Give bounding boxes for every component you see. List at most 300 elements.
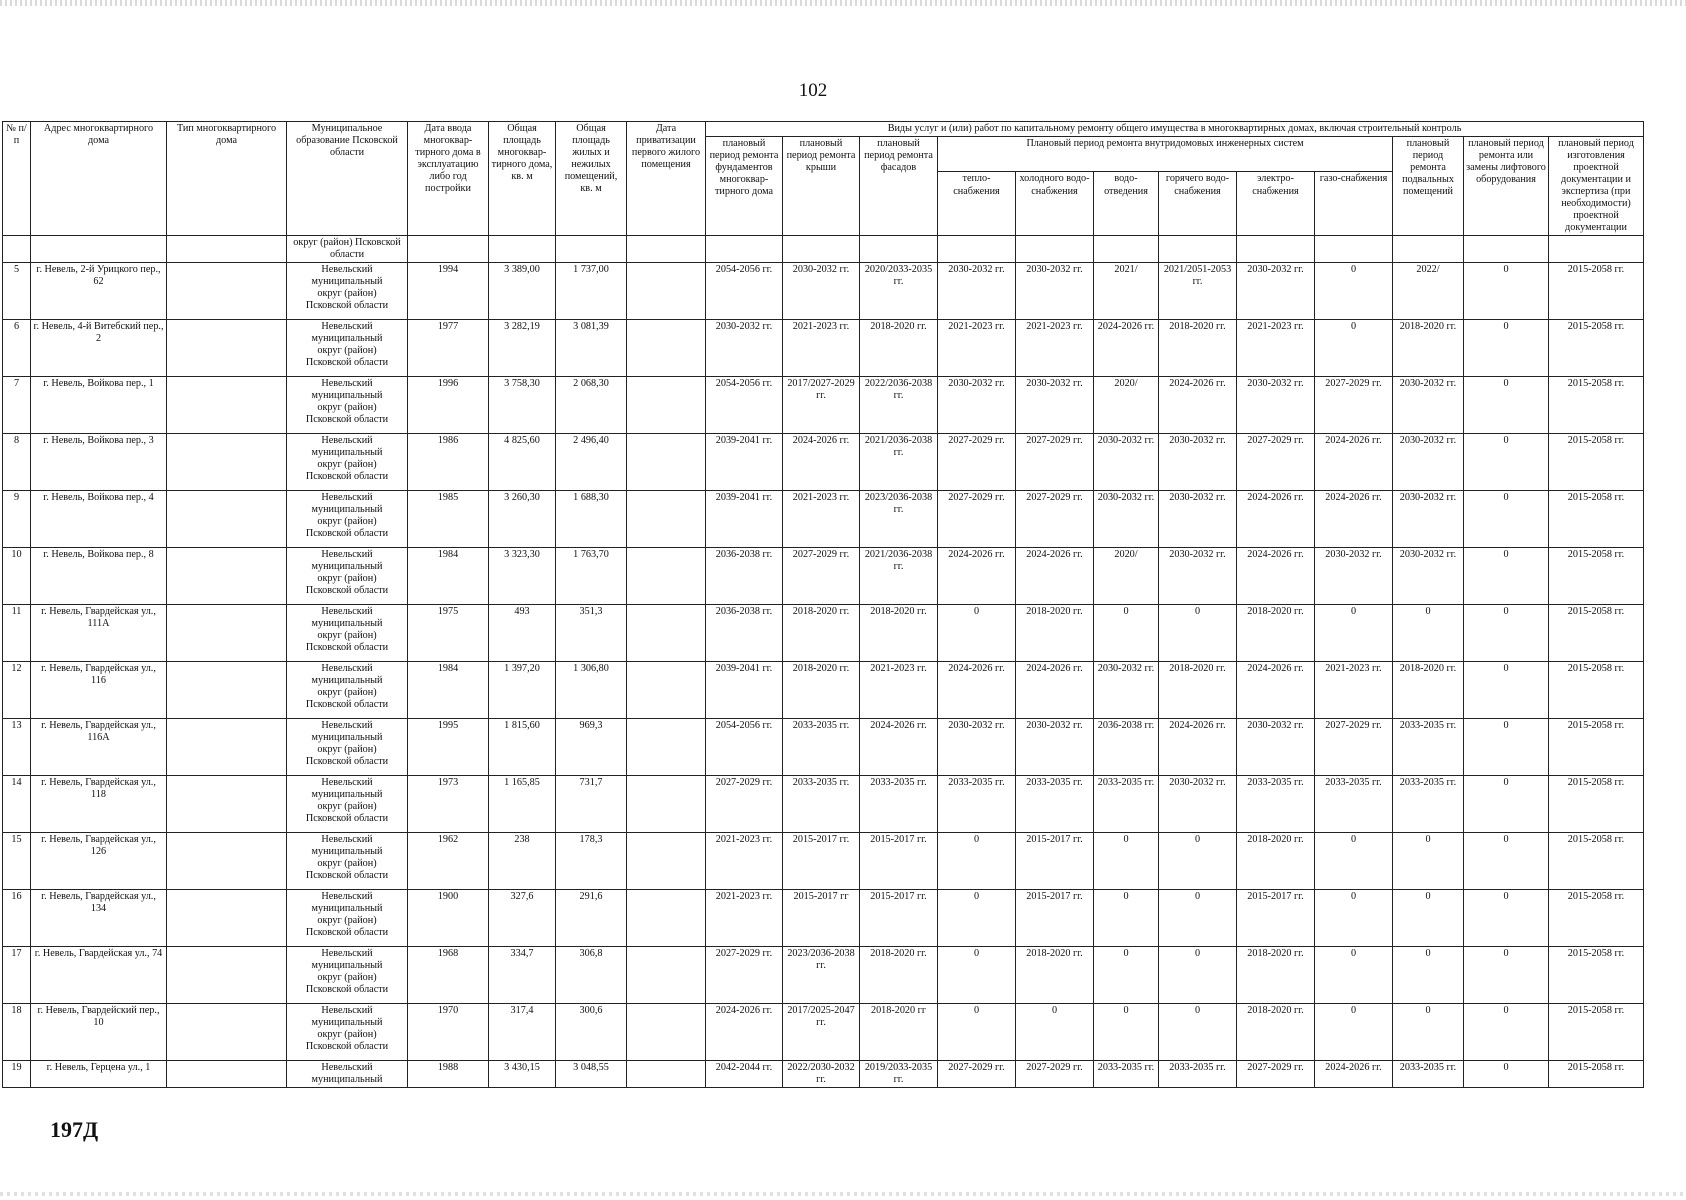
total-area-cell: 3 389,00 bbox=[489, 263, 556, 320]
row-number: 19 bbox=[3, 1061, 31, 1088]
table-row bbox=[3, 833, 1644, 890]
facade-cell: 2021-2023 гг. bbox=[860, 662, 938, 719]
type-cell bbox=[167, 491, 287, 548]
foundation-cell: 2027-2029 гг. bbox=[706, 776, 783, 833]
row-number: 7 bbox=[3, 377, 31, 434]
privatization-cell bbox=[627, 434, 706, 491]
header-elevator: плановый период ремонта или замены лифтового оборудования bbox=[1464, 137, 1549, 236]
facade-cell: 2020/2033-2035 гг. bbox=[860, 263, 938, 320]
design-docs-cell: 2015-2058 гг. bbox=[1549, 263, 1644, 320]
basement-cell: 0 bbox=[1393, 890, 1464, 947]
municipality-line: Псковской области bbox=[305, 699, 389, 711]
facade-cell: 2018-2020 гг. bbox=[860, 947, 938, 1004]
hot-water-cell: 0 bbox=[1159, 890, 1237, 947]
type-cell bbox=[167, 377, 287, 434]
electric-cell: 2021-2023 гг. bbox=[1237, 320, 1315, 377]
roof-cell: 2024-2026 гг. bbox=[783, 434, 860, 491]
gas-cell: 0 bbox=[1315, 605, 1393, 662]
municipality-line: округ (район) bbox=[317, 402, 377, 414]
privatization-cell bbox=[627, 1061, 706, 1088]
design-docs-cell: 2015-2058 гг. bbox=[1549, 776, 1644, 833]
sewer-cell: 0 bbox=[1094, 947, 1159, 1004]
basement-cell: 2030-2032 гг. bbox=[1393, 377, 1464, 434]
address-cell: г. Невель, 4-й Витебский пер., 2 bbox=[31, 320, 167, 377]
design-docs-cell: 2015-2058 гг. bbox=[1549, 1004, 1644, 1061]
type-cell bbox=[167, 890, 287, 947]
heat-cell: 2033-2035 гг. bbox=[938, 776, 1016, 833]
year-cell: 1996 bbox=[408, 377, 489, 434]
table-cell bbox=[1094, 236, 1159, 263]
type-cell bbox=[167, 1004, 287, 1061]
elevator-cell: 0 bbox=[1464, 662, 1549, 719]
electric-cell: 2024-2026 гг. bbox=[1237, 548, 1315, 605]
gas-cell: 2027-2029 гг. bbox=[1315, 377, 1393, 434]
heat-cell: 2024-2026 гг. bbox=[938, 548, 1016, 605]
continuation-municipality: округ (район) Псковской области bbox=[287, 236, 408, 263]
hot-water-cell: 2030-2032 гг. bbox=[1159, 434, 1237, 491]
table-body bbox=[3, 236, 1644, 1088]
header-total-area: Общая площадь многоквар-тирного дома, кв. м bbox=[489, 122, 556, 236]
municipality-line: муниципальный bbox=[311, 333, 383, 345]
municipality-line: Псковской области bbox=[305, 585, 389, 597]
municipality-line: муниципальный bbox=[311, 903, 383, 915]
hot-water-cell: 0 bbox=[1159, 605, 1237, 662]
facade-cell: 2024-2026 гг. bbox=[860, 719, 938, 776]
living-area-cell: 1 306,80 bbox=[556, 662, 627, 719]
basement-cell: 2033-2035 гг. bbox=[1393, 719, 1464, 776]
facade-cell: 2021/2036-2038 гг. bbox=[860, 434, 938, 491]
foundation-cell: 2054-2056 гг. bbox=[706, 263, 783, 320]
sewer-cell: 0 bbox=[1094, 833, 1159, 890]
table-cell bbox=[1159, 236, 1237, 263]
table-row bbox=[3, 662, 1644, 719]
total-area-cell: 493 bbox=[489, 605, 556, 662]
table-cell bbox=[627, 236, 706, 263]
table-row bbox=[3, 1004, 1644, 1061]
basement-cell: 2022/ bbox=[1393, 263, 1464, 320]
row-number: 15 bbox=[3, 833, 31, 890]
municipality-line: Псковской области bbox=[305, 756, 389, 768]
cold-water-cell: 2030-2032 гг. bbox=[1016, 377, 1094, 434]
municipality-line: округ (район) bbox=[317, 858, 377, 870]
roof-cell: 2018-2020 гг. bbox=[783, 662, 860, 719]
sewer-cell: 2020/ bbox=[1094, 377, 1159, 434]
hot-water-cell: 2018-2020 гг. bbox=[1159, 320, 1237, 377]
basement-cell: 2033-2035 гг. bbox=[1393, 1061, 1464, 1088]
year-cell: 1984 bbox=[408, 662, 489, 719]
year-cell: 1995 bbox=[408, 719, 489, 776]
total-area-cell: 317,4 bbox=[489, 1004, 556, 1061]
row-number: 11 bbox=[3, 605, 31, 662]
cold-water-cell: 2027-2029 гг. bbox=[1016, 1061, 1094, 1088]
heat-cell: 0 bbox=[938, 1004, 1016, 1061]
header-works-group: Виды услуг и (или) работ по капитальному ремонту общего имущества в многоквартирных домах, включая строительный контроль bbox=[706, 122, 1644, 137]
roof-cell: 2023/2036-2038 гг. bbox=[783, 947, 860, 1004]
design-docs-cell: 2015-2058 гг. bbox=[1549, 947, 1644, 1004]
gas-cell: 2027-2029 гг. bbox=[1315, 719, 1393, 776]
roof-cell: 2033-2035 гг. bbox=[783, 776, 860, 833]
hot-water-cell: 2021/2051-2053 гг. bbox=[1159, 263, 1237, 320]
living-area-cell: 969,3 bbox=[556, 719, 627, 776]
table-cell bbox=[1315, 236, 1393, 263]
hot-water-cell: 0 bbox=[1159, 947, 1237, 1004]
municipality-line: муниципальный bbox=[311, 276, 383, 288]
design-docs-cell: 2015-2058 гг. bbox=[1549, 1061, 1644, 1088]
table-row bbox=[3, 491, 1644, 548]
header-basement: плановый период ремонта подвальных помещений bbox=[1393, 137, 1464, 236]
design-docs-cell: 2015-2058 гг. bbox=[1549, 890, 1644, 947]
design-docs-cell: 2015-2058 гг. bbox=[1549, 605, 1644, 662]
municipality-line: муниципальный bbox=[311, 561, 383, 573]
table-row bbox=[3, 776, 1644, 833]
municipality-line: округ (район) bbox=[317, 687, 377, 699]
table-cell bbox=[3, 236, 31, 263]
elevator-cell: 0 bbox=[1464, 491, 1549, 548]
basement-cell: 2030-2032 гг. bbox=[1393, 434, 1464, 491]
municipality-line: муниципальный bbox=[311, 732, 383, 744]
row-number: 12 bbox=[3, 662, 31, 719]
heat-cell: 0 bbox=[938, 833, 1016, 890]
address-cell: г. Невель, Гвардейская ул., 126 bbox=[31, 833, 167, 890]
municipality-line: муниципальный bbox=[311, 390, 383, 402]
foundation-cell: 2039-2041 гг. bbox=[706, 434, 783, 491]
living-area-cell: 731,7 bbox=[556, 776, 627, 833]
electric-cell: 2027-2029 гг. bbox=[1237, 434, 1315, 491]
municipality-line: муниципальный bbox=[311, 1074, 383, 1086]
gas-cell: 0 bbox=[1315, 890, 1393, 947]
header-privatization: Дата приватизации первого жилого помещения bbox=[627, 122, 706, 236]
table-cell bbox=[1393, 236, 1464, 263]
table-row bbox=[3, 377, 1644, 434]
address-cell: г. Невель, Гвардейская ул., 134 bbox=[31, 890, 167, 947]
municipality-line: Псковской области bbox=[305, 357, 389, 369]
facade-cell: 2021/2036-2038 гг. bbox=[860, 548, 938, 605]
heat-cell: 2030-2032 гг. bbox=[938, 377, 1016, 434]
living-area-cell: 178,3 bbox=[556, 833, 627, 890]
hot-water-cell: 2018-2020 гг. bbox=[1159, 662, 1237, 719]
electric-cell: 2018-2020 гг. bbox=[1237, 605, 1315, 662]
elevator-cell: 0 bbox=[1464, 1061, 1549, 1088]
gas-cell: 0 bbox=[1315, 1004, 1393, 1061]
sewer-cell: 0 bbox=[1094, 890, 1159, 947]
document-code: 197Д bbox=[50, 1117, 99, 1142]
elevator-cell: 0 bbox=[1464, 434, 1549, 491]
foundation-cell: 2036-2038 гг. bbox=[706, 605, 783, 662]
living-area-cell: 2 496,40 bbox=[556, 434, 627, 491]
privatization-cell bbox=[627, 320, 706, 377]
cold-water-cell: 2018-2020 гг. bbox=[1016, 605, 1094, 662]
municipality-line: Псковской области bbox=[305, 528, 389, 540]
address-cell: г. Невель, Войкова пер., 4 bbox=[31, 491, 167, 548]
privatization-cell bbox=[627, 947, 706, 1004]
municipality-cell bbox=[287, 548, 408, 605]
year-cell: 1968 bbox=[408, 947, 489, 1004]
municipality-line: Псковской области bbox=[305, 414, 389, 426]
continuation-row bbox=[3, 236, 1644, 263]
municipality-line: Псковской области bbox=[305, 1041, 389, 1053]
row-number: 13 bbox=[3, 719, 31, 776]
address-cell: г. Невель, Герцена ул., 1 bbox=[31, 1061, 167, 1088]
privatization-cell bbox=[627, 833, 706, 890]
municipality-line: Невельский bbox=[321, 264, 373, 276]
roof-cell: 2015-2017 гг bbox=[783, 890, 860, 947]
basement-cell: 2033-2035 гг. bbox=[1393, 776, 1464, 833]
municipality-line: Псковской области bbox=[305, 984, 389, 996]
total-area-cell: 1 165,85 bbox=[489, 776, 556, 833]
municipality-line: Невельский bbox=[321, 891, 373, 903]
basement-cell: 0 bbox=[1393, 1004, 1464, 1061]
row-number: 5 bbox=[3, 263, 31, 320]
municipality-line: муниципальный bbox=[311, 504, 383, 516]
municipality-line: Невельский bbox=[321, 834, 373, 846]
municipality-line: Невельский bbox=[321, 1005, 373, 1017]
roof-cell: 2017/2025-2047 гг. bbox=[783, 1004, 860, 1061]
municipality-line: Невельский bbox=[321, 777, 373, 789]
total-area-cell: 1 397,20 bbox=[489, 662, 556, 719]
total-area-cell: 3 260,30 bbox=[489, 491, 556, 548]
foundation-cell: 2021-2023 гг. bbox=[706, 833, 783, 890]
elevator-cell: 0 bbox=[1464, 890, 1549, 947]
year-cell: 1988 bbox=[408, 1061, 489, 1088]
living-area-cell: 300,6 bbox=[556, 1004, 627, 1061]
elevator-cell: 0 bbox=[1464, 776, 1549, 833]
design-docs-cell: 2015-2058 гг. bbox=[1549, 662, 1644, 719]
electric-cell: 2018-2020 гг. bbox=[1237, 833, 1315, 890]
header-num: № п/п bbox=[3, 122, 31, 236]
table-cell bbox=[706, 236, 783, 263]
sewer-cell: 2030-2032 гг. bbox=[1094, 434, 1159, 491]
header-living-area: Общая площадь жилых и нежилых помещений, кв. м bbox=[556, 122, 627, 236]
basement-cell: 2018-2020 гг. bbox=[1393, 320, 1464, 377]
electric-cell: 2018-2020 гг. bbox=[1237, 1004, 1315, 1061]
address-cell: г. Невель, Гвардейский пер., 10 bbox=[31, 1004, 167, 1061]
municipality-cell bbox=[287, 320, 408, 377]
municipality-line: округ (район) bbox=[317, 744, 377, 756]
table-row bbox=[3, 1061, 1644, 1088]
total-area-cell: 3 758,30 bbox=[489, 377, 556, 434]
address-cell: г. Невель, Войкова пер., 3 bbox=[31, 434, 167, 491]
municipality-line: муниципальный bbox=[311, 1017, 383, 1029]
design-docs-cell: 2015-2058 гг. bbox=[1549, 434, 1644, 491]
electric-cell: 2027-2029 гг. bbox=[1237, 1061, 1315, 1088]
privatization-cell bbox=[627, 548, 706, 605]
municipality-line: муниципальный bbox=[311, 846, 383, 858]
address-cell: г. Невель, Гвардейская ул., 118 bbox=[31, 776, 167, 833]
roof-cell: 2030-2032 гг. bbox=[783, 263, 860, 320]
facade-cell: 2018-2020 гг. bbox=[860, 320, 938, 377]
municipality-line: Псковской области bbox=[305, 642, 389, 654]
scan-edge-top bbox=[0, 0, 1686, 6]
year-cell: 1970 bbox=[408, 1004, 489, 1061]
municipality-line: округ (район) bbox=[317, 1029, 377, 1041]
table-cell bbox=[167, 236, 287, 263]
table-cell bbox=[783, 236, 860, 263]
basement-cell: 2018-2020 гг. bbox=[1393, 662, 1464, 719]
foundation-cell: 2039-2041 гг. bbox=[706, 662, 783, 719]
municipality-cell bbox=[287, 377, 408, 434]
municipality-line: муниципальный bbox=[311, 447, 383, 459]
table-row bbox=[3, 947, 1644, 1004]
living-area-cell: 306,8 bbox=[556, 947, 627, 1004]
municipality-line: округ (район) bbox=[317, 630, 377, 642]
row-number: 16 bbox=[3, 890, 31, 947]
year-cell: 1975 bbox=[408, 605, 489, 662]
type-cell bbox=[167, 263, 287, 320]
table-row bbox=[3, 263, 1644, 320]
sewer-cell: 0 bbox=[1094, 1004, 1159, 1061]
year-cell: 1962 bbox=[408, 833, 489, 890]
facade-cell: 2022/2036-2038 гг. bbox=[860, 377, 938, 434]
municipality-line: округ (район) bbox=[317, 459, 377, 471]
privatization-cell bbox=[627, 890, 706, 947]
municipality-cell bbox=[287, 719, 408, 776]
foundation-cell: 2024-2026 гг. bbox=[706, 1004, 783, 1061]
municipality-line: округ (район) bbox=[317, 801, 377, 813]
privatization-cell bbox=[627, 719, 706, 776]
scan-edge-bottom bbox=[0, 1192, 1686, 1196]
row-number: 14 bbox=[3, 776, 31, 833]
elevator-cell: 0 bbox=[1464, 548, 1549, 605]
foundation-cell: 2021-2023 гг. bbox=[706, 890, 783, 947]
year-cell: 1984 bbox=[408, 548, 489, 605]
cold-water-cell: 2033-2035 гг. bbox=[1016, 776, 1094, 833]
municipality-line: округ (район) bbox=[317, 516, 377, 528]
cold-water-cell: 0 bbox=[1016, 1004, 1094, 1061]
hot-water-cell: 2024-2026 гг. bbox=[1159, 719, 1237, 776]
type-cell bbox=[167, 719, 287, 776]
basement-cell: 0 bbox=[1393, 833, 1464, 890]
electric-cell: 2030-2032 гг. bbox=[1237, 377, 1315, 434]
municipality-line: округ (район) bbox=[317, 972, 377, 984]
table-row bbox=[3, 890, 1644, 947]
design-docs-cell: 2015-2058 гг. bbox=[1549, 377, 1644, 434]
municipality-line: муниципальный bbox=[311, 960, 383, 972]
table-row bbox=[3, 719, 1644, 776]
design-docs-cell: 2015-2058 гг. bbox=[1549, 491, 1644, 548]
type-cell bbox=[167, 605, 287, 662]
cold-water-cell: 2015-2017 гг. bbox=[1016, 833, 1094, 890]
electric-cell: 2024-2026 гг. bbox=[1237, 662, 1315, 719]
heat-cell: 2021-2023 гг. bbox=[938, 320, 1016, 377]
municipality-cell bbox=[287, 662, 408, 719]
table-cell bbox=[489, 236, 556, 263]
cold-water-cell: 2024-2026 гг. bbox=[1016, 662, 1094, 719]
header-hot-water: горячего водо-снабжения bbox=[1159, 172, 1237, 236]
municipality-line: округ (район) bbox=[317, 573, 377, 585]
cold-water-cell: 2015-2017 гг. bbox=[1016, 890, 1094, 947]
municipality-cell bbox=[287, 605, 408, 662]
roof-cell: 2018-2020 гг. bbox=[783, 605, 860, 662]
basement-cell: 0 bbox=[1393, 605, 1464, 662]
total-area-cell: 4 825,60 bbox=[489, 434, 556, 491]
heat-cell: 2027-2029 гг. bbox=[938, 1061, 1016, 1088]
electric-cell: 2024-2026 гг. bbox=[1237, 491, 1315, 548]
electric-cell: 2018-2020 гг. bbox=[1237, 947, 1315, 1004]
heat-cell: 0 bbox=[938, 947, 1016, 1004]
table-cell bbox=[1464, 236, 1549, 263]
type-cell bbox=[167, 1061, 287, 1088]
header-commissioning: Дата ввода многоквар-тирного дома в эксплуатацию либо год постройки bbox=[408, 122, 489, 236]
municipality-line: Невельский bbox=[321, 378, 373, 390]
total-area-cell: 238 bbox=[489, 833, 556, 890]
roof-cell: 2015-2017 гг. bbox=[783, 833, 860, 890]
type-cell bbox=[167, 947, 287, 1004]
living-area-cell: 1 688,30 bbox=[556, 491, 627, 548]
capital-repair-table bbox=[2, 121, 1644, 1088]
privatization-cell bbox=[627, 776, 706, 833]
electric-cell: 2030-2032 гг. bbox=[1237, 263, 1315, 320]
living-area-cell: 291,6 bbox=[556, 890, 627, 947]
year-cell: 1900 bbox=[408, 890, 489, 947]
year-cell: 1986 bbox=[408, 434, 489, 491]
header-cold-water: холодного водо-снабжения bbox=[1016, 172, 1094, 236]
living-area-cell: 2 068,30 bbox=[556, 377, 627, 434]
sewer-cell: 2030-2032 гг. bbox=[1094, 662, 1159, 719]
address-cell: г. Невель, Войкова пер., 8 bbox=[31, 548, 167, 605]
table-cell bbox=[1237, 236, 1315, 263]
sewer-cell: 0 bbox=[1094, 605, 1159, 662]
roof-cell: 2033-2035 гг. bbox=[783, 719, 860, 776]
municipality-line: муниципальный bbox=[311, 675, 383, 687]
foundation-cell: 2054-2056 гг. bbox=[706, 719, 783, 776]
address-cell: г. Невель, Гвардейская ул., 74 bbox=[31, 947, 167, 1004]
living-area-cell: 1 737,00 bbox=[556, 263, 627, 320]
municipality-line: Невельский bbox=[321, 492, 373, 504]
living-area-cell: 1 763,70 bbox=[556, 548, 627, 605]
gas-cell: 0 bbox=[1315, 320, 1393, 377]
table-row bbox=[3, 605, 1644, 662]
gas-cell: 0 bbox=[1315, 263, 1393, 320]
year-cell: 1973 bbox=[408, 776, 489, 833]
row-number: 6 bbox=[3, 320, 31, 377]
cold-water-cell: 2027-2029 гг. bbox=[1016, 434, 1094, 491]
header-heat: тепло-снабжения bbox=[938, 172, 1016, 236]
address-cell: г. Невель, Гвардейская ул., 116А bbox=[31, 719, 167, 776]
municipality-line: Псковской области bbox=[305, 927, 389, 939]
basement-cell: 2030-2032 гг. bbox=[1393, 548, 1464, 605]
living-area-cell: 3 081,39 bbox=[556, 320, 627, 377]
facade-cell: 2019/2033-2035 гг. bbox=[860, 1061, 938, 1088]
elevator-cell: 0 bbox=[1464, 1004, 1549, 1061]
heat-cell: 0 bbox=[938, 890, 1016, 947]
hot-water-cell: 2030-2032 гг. bbox=[1159, 548, 1237, 605]
hot-water-cell: 0 bbox=[1159, 833, 1237, 890]
sewer-cell: 2024-2026 гг. bbox=[1094, 320, 1159, 377]
heat-cell: 2027-2029 гг. bbox=[938, 434, 1016, 491]
elevator-cell: 0 bbox=[1464, 833, 1549, 890]
elevator-cell: 0 bbox=[1464, 947, 1549, 1004]
foundation-cell: 2036-2038 гг. bbox=[706, 548, 783, 605]
municipality-line: Псковской области bbox=[305, 471, 389, 483]
header-roof: плановый период ремонта крыши bbox=[783, 137, 860, 236]
roof-cell: 2021-2023 гг. bbox=[783, 320, 860, 377]
hot-water-cell: 2033-2035 гг. bbox=[1159, 1061, 1237, 1088]
design-docs-cell: 2015-2058 гг. bbox=[1549, 548, 1644, 605]
sewer-cell: 2036-2038 гг. bbox=[1094, 719, 1159, 776]
electric-cell: 2033-2035 гг. bbox=[1237, 776, 1315, 833]
hot-water-cell: 2024-2026 гг. bbox=[1159, 377, 1237, 434]
type-cell bbox=[167, 548, 287, 605]
foundation-cell: 2027-2029 гг. bbox=[706, 947, 783, 1004]
design-docs-cell: 2015-2058 гг. bbox=[1549, 320, 1644, 377]
municipality-cell bbox=[287, 491, 408, 548]
municipality-cell bbox=[287, 776, 408, 833]
municipality-line: Невельский bbox=[321, 663, 373, 675]
row-number: 10 bbox=[3, 548, 31, 605]
header-foundation: плановый период ремонта фундаментов многоквар-тирного дома bbox=[706, 137, 783, 236]
foundation-cell: 2042-2044 гг. bbox=[706, 1061, 783, 1088]
table-cell bbox=[408, 236, 489, 263]
